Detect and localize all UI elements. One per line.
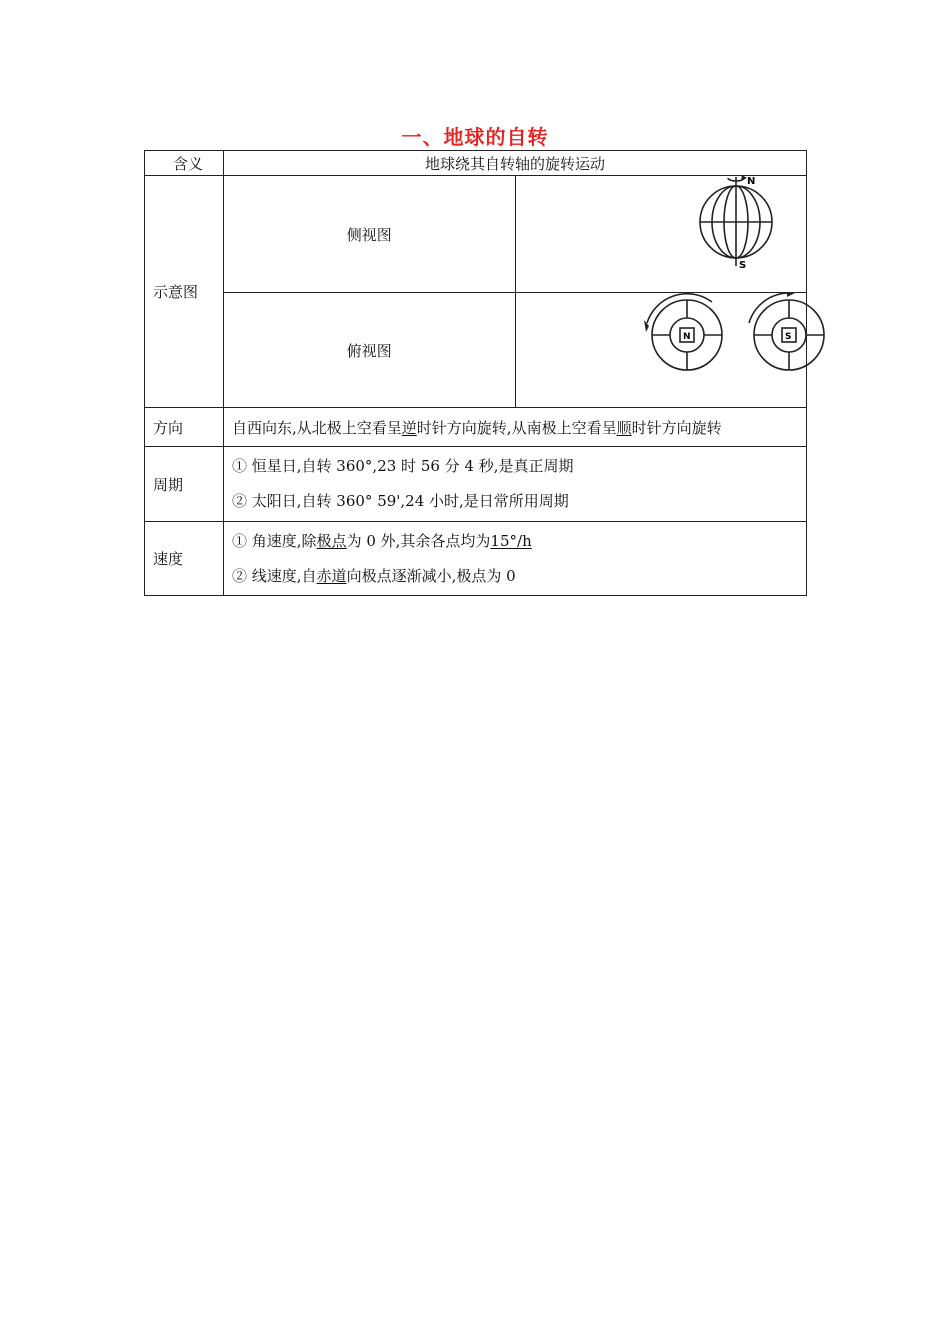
speed-keyword-equator: 赤道 [316, 566, 347, 585]
label-side-view: 侧视图 [224, 176, 516, 293]
speed-linear [232, 559, 806, 594]
top-view-south-label: S [784, 332, 791, 342]
top-view-north-label: N [682, 332, 691, 342]
row-speed [145, 522, 807, 596]
direction-text-3: 时针方向旋转 [631, 418, 722, 437]
top-views [516, 293, 950, 403]
south-label: S [738, 260, 746, 271]
label-top-view: 俯视图 [224, 293, 516, 408]
row-diagram-side [145, 176, 807, 293]
page-title: 一、地球的自转 [401, 125, 549, 149]
label-speed: 速度 [145, 522, 224, 596]
label-direction: 方向 [145, 408, 224, 447]
earth-rotation-table [144, 150, 807, 596]
speed-angular-text-1: ① 角速度,除 [232, 531, 317, 550]
direction-text-1: 自西向东,从北极上空看呈 [232, 418, 402, 437]
value-meaning: 地球绕其自转轴的旋转运动 [224, 151, 807, 176]
period-solar-day: ② 太阳日,自转 360° 59',24 小时,是日常所用周期 [232, 492, 569, 510]
value-direction [224, 408, 807, 447]
speed-linear-text-1: ② 线速度,自 [232, 566, 317, 585]
direction-keyword-clockwise: 顺 [616, 418, 632, 437]
label-meaning: 含义 [145, 151, 224, 176]
row-diagram-top [145, 293, 807, 408]
direction-keyword-counterclockwise: 逆 [401, 418, 417, 437]
label-diagram: 示意图 [145, 176, 224, 408]
direction-text-2: 时针方向旋转,从南极上空看呈 [416, 418, 617, 437]
speed-angular [232, 524, 806, 559]
globe-side-view [516, 176, 950, 288]
value-period [224, 447, 807, 522]
period-sidereal-day: ① 恒星日,自转 360°,23 时 56 分 4 秒,是真正周期 [232, 457, 574, 475]
row-direction [145, 408, 807, 447]
row-meaning [145, 151, 807, 176]
label-period: 周期 [145, 447, 224, 522]
speed-angular-text-2: 为 0 外,其余各点均为 [346, 531, 491, 550]
north-label: N [746, 176, 755, 187]
speed-keyword-pole: 极点 [316, 531, 347, 550]
side-view-cell [515, 176, 807, 293]
row-period [145, 447, 807, 522]
top-view-cell [515, 293, 807, 408]
value-speed [224, 522, 807, 596]
speed-linear-text-2: 向极点逐渐减小,极点为 0 [346, 566, 516, 585]
speed-keyword-rate: 15°/h [490, 531, 532, 550]
